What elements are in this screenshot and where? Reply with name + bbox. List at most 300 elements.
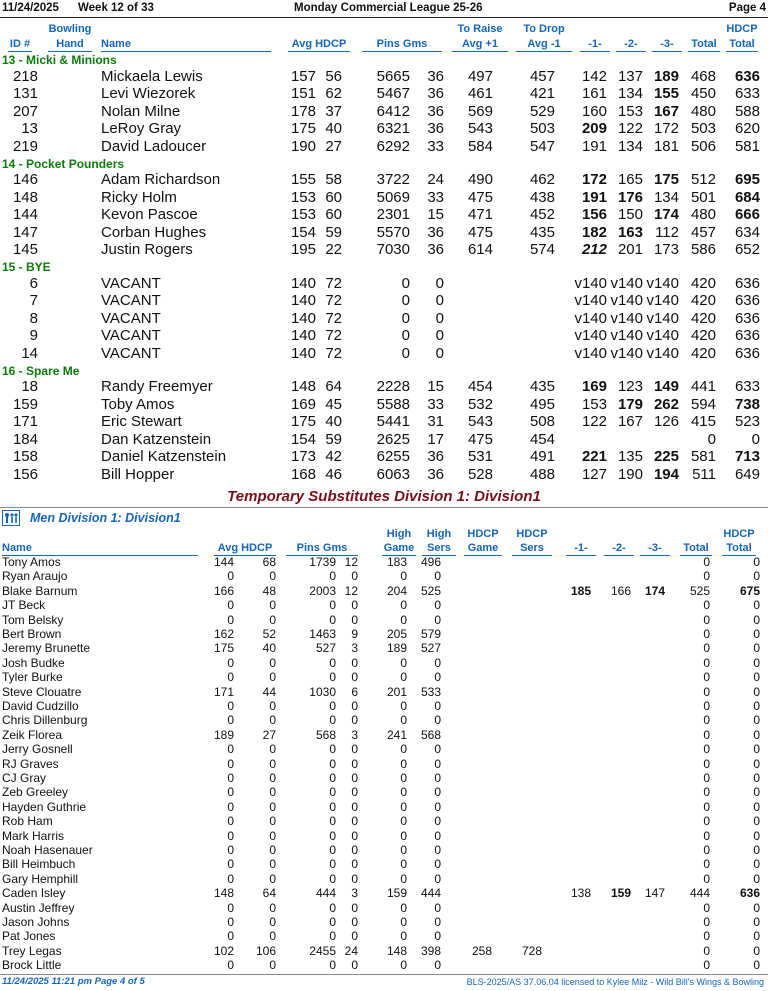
sub-cell-name: David Cudzillo — [2, 699, 79, 713]
sub-cell-hg: 148 — [386, 943, 407, 958]
substitute-row — [0, 771, 768, 785]
cell-g3: v140 — [646, 344, 679, 362]
cell-hdcp: 60 — [325, 206, 342, 224]
cell-drop: 508 — [529, 413, 555, 431]
sub-cell-hdcp: 0 — [269, 814, 276, 829]
bowler-row — [0, 413, 768, 431]
sub-cell-hg: 0 — [400, 814, 407, 829]
cell-total: 480 — [690, 102, 716, 120]
sub-cell-htotal: 0 — [753, 843, 760, 857]
sub-cell-total: 525 — [689, 583, 710, 598]
bowler-row — [0, 68, 768, 86]
sub-cell-htotal: 0 — [753, 799, 760, 814]
cell-g2: 153 — [617, 102, 643, 120]
sub-cell-avg: 0 — [227, 814, 234, 829]
cell-name: VACANT — [101, 292, 161, 310]
cell-name: VACANT — [101, 344, 161, 362]
cell-avg: 140 — [290, 327, 316, 345]
cell-g3: 181 — [653, 137, 679, 155]
cell-gms: 36 — [427, 466, 444, 483]
sub-cell-hg: 0 — [400, 915, 407, 929]
bowler-row — [0, 310, 768, 328]
section-divider — [0, 507, 768, 508]
standings-column-headers — [0, 22, 768, 52]
sub-cell-htotal: 0 — [753, 612, 760, 627]
substitute-row — [0, 915, 768, 929]
cell-raise: 490 — [467, 171, 493, 188]
cell-pins: 3722 — [376, 171, 410, 188]
sub-cell-avg: 189 — [213, 727, 234, 742]
cell-id: 13 — [21, 120, 38, 138]
cell-pins: 0 — [401, 344, 410, 362]
cell-name: Nolan Milne — [101, 102, 181, 120]
sub-cell-total: 0 — [703, 785, 710, 800]
subs-col-hdcp-total-2: Total — [722, 541, 756, 556]
substitute-row — [0, 685, 768, 699]
sub-cell-total: 0 — [703, 799, 710, 814]
cell-hdcp: 37 — [325, 102, 342, 120]
cell-avg: 153 — [290, 188, 316, 206]
sub-cell-pins: 2003 — [309, 583, 336, 598]
cell-g3: 189 — [653, 67, 679, 85]
sub-cell-hs: 0 — [434, 857, 441, 872]
bowler-row — [0, 466, 768, 484]
cell-drop: 529 — [529, 102, 555, 120]
sub-cell-name: Caden Isley — [2, 886, 66, 901]
cell-g3: v140 — [646, 309, 679, 327]
sub-cell-hs: 0 — [434, 598, 441, 613]
sub-cell-htotal: 0 — [753, 828, 760, 843]
cell-htotal: 0 — [751, 430, 760, 448]
sub-cell-pins: 0 — [329, 713, 336, 728]
sub-cell-total: 0 — [703, 641, 710, 656]
col-drop-1: To Drop — [523, 23, 565, 35]
sub-cell-hdcp: 27 — [262, 727, 276, 742]
cell-gms: 36 — [427, 241, 444, 259]
cell-id: 207 — [12, 102, 38, 120]
team-heading: 16 - Spare Me — [2, 363, 80, 378]
sub-cell-avg: 0 — [227, 699, 234, 713]
col-name: Name — [101, 37, 271, 52]
bowler-pins-icon — [2, 510, 20, 526]
sub-cell-pins: 0 — [329, 828, 336, 843]
sub-cell-total: 0 — [703, 756, 710, 771]
sub-cell-hg: 201 — [386, 684, 407, 699]
subs-col-avg-hdcp: Avg HDCP — [214, 541, 276, 556]
cell-raise: 475 — [467, 430, 493, 448]
cell-id: 145 — [12, 241, 38, 259]
sub-cell-name: Bill Heimbuch — [2, 857, 76, 872]
sub-cell-gms: 3 — [351, 641, 358, 656]
cell-name: David Ladoucer — [101, 137, 207, 155]
sub-cell-avg: 0 — [227, 929, 234, 944]
sub-cell-hdcp: 0 — [269, 699, 276, 713]
cell-g3: v140 — [646, 327, 679, 345]
substitute-row — [0, 800, 768, 814]
sub-cell-gms: 0 — [351, 655, 358, 670]
cell-pins: 0 — [401, 327, 410, 345]
cell-total: 468 — [690, 67, 716, 85]
sub-cell-gms: 0 — [351, 814, 358, 829]
cell-total: 420 — [690, 274, 716, 292]
cell-g1: 161 — [581, 85, 607, 103]
sub-cell-htotal: 0 — [753, 641, 760, 656]
cell-pins: 6412 — [376, 102, 410, 120]
sub-cell-htotal: 0 — [753, 670, 760, 685]
sub-cell-htotal: 0 — [753, 871, 760, 886]
sub-cell-hdcp: 106 — [255, 943, 276, 958]
subs-col-name: Name — [2, 541, 198, 556]
sub-cell-hg: 0 — [400, 655, 407, 670]
sub-cell-total: 0 — [703, 871, 710, 886]
subs-column-headers — [0, 527, 768, 555]
substitute-row — [0, 699, 768, 713]
cell-gms: 33 — [427, 188, 444, 206]
cell-name: Bill Hopper — [101, 466, 175, 483]
sub-cell-hs: 398 — [420, 943, 441, 958]
substitute-row — [0, 901, 768, 915]
sub-cell-htotal: 0 — [753, 958, 760, 973]
league-name: Monday Commercial League 25-26 — [294, 2, 483, 14]
substitute-row — [0, 814, 768, 828]
sub-cell-hdcp: 52 — [262, 627, 276, 641]
cell-hdcp: 27 — [325, 137, 342, 155]
cell-drop: 462 — [529, 171, 555, 188]
sub-cell-htotal: 0 — [753, 655, 760, 670]
sub-cell-name: Blake Barnum — [2, 583, 78, 598]
cell-g1: 122 — [581, 413, 607, 431]
sub-cell-gms: 12 — [344, 555, 358, 569]
cell-name: VACANT — [101, 274, 161, 292]
sub-cell-name: Tom Belsky — [2, 612, 64, 627]
substitute-row — [0, 742, 768, 756]
cell-htotal: 588 — [734, 102, 760, 120]
cell-hdcp: 72 — [325, 274, 342, 292]
sub-cell-hg: 205 — [386, 627, 407, 641]
sub-cell-g3: 147 — [644, 886, 665, 901]
cell-gms: 36 — [427, 120, 444, 138]
sub-cell-g2: 159 — [610, 886, 631, 901]
bowler-row — [0, 448, 768, 466]
sub-cell-gms: 0 — [351, 670, 358, 685]
sub-cell-hg: 0 — [400, 799, 407, 814]
cell-g3: 262 — [653, 395, 679, 413]
sub-cell-gms: 0 — [351, 799, 358, 814]
cell-hdcp: 59 — [325, 223, 342, 241]
subs-col-g3: -3- — [640, 541, 670, 556]
cell-pins: 0 — [401, 274, 410, 292]
cell-total: 457 — [690, 223, 716, 241]
col-id: ID # — [9, 38, 31, 50]
cell-htotal: 636 — [734, 344, 760, 362]
sub-cell-avg: 0 — [227, 771, 234, 785]
cell-drop: 503 — [529, 120, 555, 138]
substitute-row — [0, 944, 768, 958]
sub-cell-pins: 0 — [329, 699, 336, 713]
cell-g3: 167 — [653, 102, 679, 120]
bowler-row — [0, 103, 768, 121]
col-hdcp-total-1: HDCP — [726, 23, 758, 35]
sub-cell-gms: 0 — [351, 771, 358, 785]
bowler-row — [0, 241, 768, 259]
sub-cell-hg: 0 — [400, 742, 407, 757]
sub-cell-hs: 568 — [420, 727, 441, 742]
sub-cell-total: 0 — [703, 699, 710, 713]
sub-cell-hdcp: 64 — [262, 886, 276, 901]
sub-cell-hg: 159 — [386, 886, 407, 901]
cell-raise: 614 — [467, 241, 493, 259]
cell-id: 171 — [12, 413, 38, 431]
sub-cell-avg: 0 — [227, 900, 234, 915]
sub-cell-pins: 0 — [329, 843, 336, 857]
footer-license: BLS-2025/AS 37.06.04 licensed to Kylee Milz - Wild Bill's Wings & Bowling — [466, 977, 764, 987]
cell-total: 450 — [690, 85, 716, 103]
cell-id: 14 — [21, 344, 38, 362]
cell-gms: 33 — [427, 137, 444, 155]
sub-cell-hg: 0 — [400, 929, 407, 944]
subs-col-total: Total — [680, 541, 712, 556]
cell-id: 7 — [29, 292, 38, 310]
col-avg-hdcp: Avg HDCP — [288, 37, 350, 52]
sub-cell-hs: 0 — [434, 929, 441, 944]
cell-drop: 435 — [529, 223, 555, 241]
cell-name: Levi Wiezorek — [101, 85, 196, 103]
cell-id: 144 — [12, 206, 38, 224]
cell-avg: 175 — [290, 120, 316, 138]
sub-cell-avg: 0 — [227, 828, 234, 843]
substitute-row — [0, 728, 768, 742]
sub-cell-htotal: 0 — [753, 569, 760, 584]
sub-cell-hg: 0 — [400, 612, 407, 627]
sub-cell-hdcp: 0 — [269, 771, 276, 785]
cell-raise: 454 — [467, 378, 493, 395]
cell-avg: 168 — [290, 466, 316, 483]
sub-cell-avg: 0 — [227, 742, 234, 757]
sub-cell-hs: 0 — [434, 799, 441, 814]
sub-cell-pins: 0 — [329, 915, 336, 929]
cell-g1: 153 — [581, 395, 607, 413]
sub-cell-hdg: 258 — [471, 943, 492, 958]
cell-g2: 150 — [617, 206, 643, 224]
cell-pins: 5570 — [376, 223, 410, 241]
cell-total: 594 — [690, 395, 716, 413]
sub-cell-gms: 12 — [344, 583, 358, 598]
cell-g3: v140 — [646, 292, 679, 310]
cell-gms: 36 — [427, 102, 444, 120]
cell-gms: 0 — [435, 274, 444, 292]
cell-total: 586 — [690, 241, 716, 259]
subs-col-hdcp-sers-2: Sers — [512, 541, 552, 556]
sub-cell-hs: 0 — [434, 828, 441, 843]
substitute-row — [0, 929, 768, 943]
substitute-row — [0, 656, 768, 670]
cell-g1: v140 — [574, 327, 607, 345]
cell-htotal: 636 — [734, 292, 760, 310]
sub-cell-hdcp: 40 — [262, 641, 276, 656]
sub-cell-avg: 0 — [227, 785, 234, 800]
cell-hdcp: 59 — [325, 430, 342, 448]
substitute-row — [0, 613, 768, 627]
cell-avg: 140 — [290, 309, 316, 327]
sub-cell-htotal: 0 — [753, 915, 760, 929]
cell-id: 184 — [12, 430, 38, 448]
sub-cell-total: 0 — [703, 814, 710, 829]
sub-cell-hs: 0 — [434, 915, 441, 929]
cell-pins: 6292 — [376, 137, 410, 155]
cell-g2: 122 — [617, 120, 643, 138]
sub-cell-pins: 0 — [329, 670, 336, 685]
team-heading: 14 - Pocket Pounders — [2, 156, 125, 171]
cell-total: 415 — [690, 413, 716, 431]
cell-pins: 5588 — [376, 395, 410, 413]
subs-col-high-game-2: Game — [383, 542, 415, 554]
cell-htotal: 636 — [734, 327, 760, 345]
sub-cell-hs: 0 — [434, 900, 441, 915]
substitutes-title: Temporary Substitutes Division 1: Division1 — [227, 488, 541, 505]
cell-gms: 33 — [427, 395, 444, 413]
sub-cell-hs: 0 — [434, 612, 441, 627]
cell-raise: 543 — [467, 120, 493, 138]
cell-hdcp: 72 — [325, 292, 342, 310]
sub-cell-hg: 183 — [386, 555, 407, 569]
sub-cell-hs: 0 — [434, 756, 441, 771]
cell-htotal: 633 — [734, 85, 760, 103]
sub-cell-hg: 204 — [386, 583, 407, 598]
sub-cell-pins: 0 — [329, 742, 336, 757]
sub-cell-g1: 138 — [570, 886, 591, 901]
cell-name: Toby Amos — [101, 395, 175, 413]
cell-name: Randy Freemyer — [101, 378, 213, 395]
sub-cell-hdcp: 0 — [269, 915, 276, 929]
sub-cell-gms: 0 — [351, 900, 358, 915]
bowler-row — [0, 224, 768, 242]
cell-hdcp: 72 — [325, 327, 342, 345]
sub-cell-hs: 0 — [434, 814, 441, 829]
sub-cell-total: 0 — [703, 857, 710, 872]
page-header — [2, 2, 766, 14]
cell-gms: 36 — [427, 223, 444, 241]
sub-cell-avg: 0 — [227, 871, 234, 886]
bowler-row — [0, 189, 768, 207]
footer-timestamp: 11/24/2025 11:21 pm Page 4 of 5 — [2, 976, 145, 987]
report-date: 11/24/2025 — [2, 2, 59, 14]
sub-cell-hg: 0 — [400, 598, 407, 613]
cell-pins: 2625 — [376, 430, 410, 448]
cell-htotal: 636 — [734, 274, 760, 292]
sub-cell-name: Jason Johns — [2, 915, 70, 929]
sub-cell-avg: 171 — [213, 684, 234, 699]
cell-drop: 491 — [529, 448, 555, 466]
subs-col-g2: -2- — [604, 541, 634, 556]
sub-cell-total: 0 — [703, 943, 710, 958]
sub-cell-avg: 0 — [227, 713, 234, 728]
sub-cell-hg: 0 — [400, 828, 407, 843]
sub-cell-name: Bert Brown — [2, 627, 62, 641]
sub-cell-pins: 0 — [329, 785, 336, 800]
cell-htotal: 695 — [734, 171, 760, 188]
cell-raise: 532 — [467, 395, 493, 413]
sub-cell-htotal: 0 — [753, 929, 760, 944]
sub-cell-htotal: 675 — [739, 583, 760, 598]
sub-cell-hds: 728 — [521, 943, 542, 958]
cell-htotal: 523 — [734, 413, 760, 431]
bowler-row — [0, 120, 768, 138]
sub-cell-htotal: 0 — [753, 943, 760, 958]
bowler-row — [0, 378, 768, 396]
cell-total: 503 — [690, 120, 716, 138]
cell-name: LeRoy Gray — [101, 120, 182, 138]
sub-cell-avg: 162 — [213, 627, 234, 641]
cell-g1: 191 — [581, 188, 607, 206]
sub-cell-avg: 0 — [227, 915, 234, 929]
cell-pins: 6255 — [376, 448, 410, 466]
cell-drop: 454 — [529, 430, 555, 448]
sub-cell-hg: 0 — [400, 756, 407, 771]
sub-cell-hdcp: 44 — [262, 684, 276, 699]
sub-cell-name: CJ Gray — [2, 771, 47, 785]
cell-g2: 190 — [617, 466, 643, 483]
sub-cell-gms: 6 — [351, 684, 358, 699]
subs-col-hdcp-total-1: HDCP — [723, 528, 755, 540]
cell-gms: 24 — [427, 171, 444, 188]
sub-cell-avg: 0 — [227, 670, 234, 685]
cell-id: 219 — [12, 137, 38, 155]
cell-raise: 569 — [467, 102, 493, 120]
cell-g2: 165 — [617, 171, 643, 188]
cell-drop: 438 — [529, 188, 555, 206]
sub-cell-pins: 0 — [329, 958, 336, 973]
sub-cell-avg: 144 — [213, 555, 234, 569]
cell-drop: 421 — [529, 85, 555, 103]
cell-avg: 173 — [290, 448, 316, 466]
sub-cell-hdcp: 0 — [269, 900, 276, 915]
sub-cell-hs: 0 — [434, 742, 441, 757]
sub-cell-gms: 0 — [351, 958, 358, 973]
sub-cell-total: 0 — [703, 627, 710, 641]
bowler-row — [0, 171, 768, 189]
sub-cell-avg: 0 — [227, 799, 234, 814]
sub-cell-hdcp: 0 — [269, 929, 276, 944]
sub-cell-hdcp: 0 — [269, 713, 276, 728]
sub-cell-total: 0 — [703, 958, 710, 973]
cell-g1: 172 — [581, 171, 607, 188]
cell-name: Daniel Katzenstein — [101, 448, 227, 466]
sub-cell-name: Rob Ham — [2, 814, 53, 829]
sub-cell-hs: 527 — [420, 641, 441, 656]
cell-hdcp: 56 — [325, 67, 342, 85]
cell-total: 0 — [707, 430, 716, 448]
cell-g3: 126 — [653, 413, 679, 431]
cell-total: 511 — [692, 466, 716, 483]
sub-cell-htotal: 0 — [753, 756, 760, 771]
col-hdcp-total-2: Total — [726, 37, 758, 52]
sub-cell-htotal: 0 — [753, 814, 760, 829]
sub-cell-name: Jerry Gosnell — [2, 742, 73, 757]
cell-g1: v140 — [574, 274, 607, 292]
sub-cell-hs: 0 — [434, 871, 441, 886]
cell-name: Justin Rogers — [101, 241, 193, 259]
sub-cell-pins: 527 — [315, 641, 336, 656]
cell-raise: 531 — [467, 448, 493, 466]
sub-cell-htotal: 0 — [753, 684, 760, 699]
cell-hdcp: 60 — [325, 188, 342, 206]
sub-cell-name: Zeik Florea — [2, 727, 63, 742]
sub-cell-name: Josh Budke — [2, 655, 65, 670]
cell-avg: 154 — [290, 430, 316, 448]
cell-htotal: 738 — [734, 395, 760, 413]
substitute-row — [0, 584, 768, 598]
sub-cell-hs: 0 — [434, 670, 441, 685]
